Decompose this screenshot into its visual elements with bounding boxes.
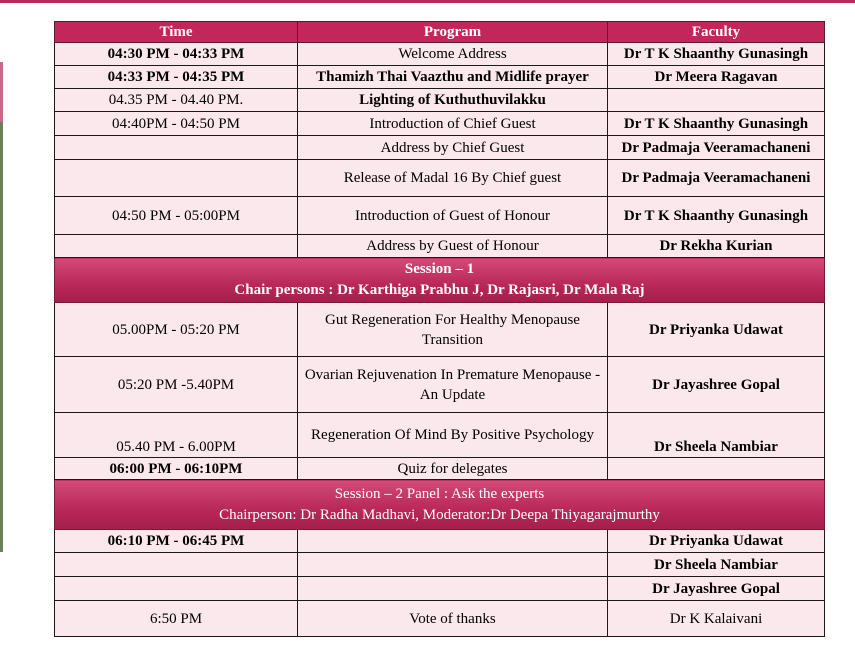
table-row (55, 89, 825, 112)
time-cell: 6:50 PM (55, 601, 298, 637)
time-cell: 04:30 PM - 04:33 PM (55, 43, 298, 66)
time-cell: 05.00PM - 05:20 PM (55, 303, 298, 357)
program-cell: Vote of thanks (298, 601, 608, 637)
session-2-chairs: Chairperson: Dr Radha Madhavi, Moderator:Dr Deepa Thiyagarajmurthy (219, 506, 660, 523)
table-row (55, 577, 825, 601)
program-header: Program (298, 22, 608, 43)
session-2-banner (55, 480, 825, 530)
table-row (55, 160, 825, 197)
table-row (55, 235, 825, 258)
table-row (55, 112, 825, 136)
left-edge-strip (0, 62, 3, 552)
program-cell: Introduction of Chief Guest (298, 112, 608, 136)
time-cell: 04:33 PM - 04:35 PM (55, 66, 298, 89)
time-cell: 06:00 PM - 06:10PM (55, 458, 298, 480)
faculty-cell: Dr T K Shaanthy Gunasingh (608, 112, 825, 136)
program-cell: Lighting of Kuthuthuvilakku (298, 89, 608, 112)
time-cell: 06:10 PM - 06:45 PM (55, 530, 298, 553)
session-2-title: Session – 2 Panel : Ask the experts (334, 485, 545, 502)
faculty-cell: Dr Jayashree Gopal (608, 357, 825, 413)
table-row (55, 136, 825, 160)
program-cell: Quiz for delegates (298, 458, 608, 480)
program-cell: Address by Chief Guest (298, 136, 608, 160)
session-1-chairs: Chair persons : Dr Karthiga Prabhu J, Dr Rajasri, Dr Mala Raj (234, 282, 645, 298)
program-cell: Release of Madal 16 By Chief guest (298, 160, 608, 197)
time-cell: 05:20 PM -5.40PM (55, 357, 298, 413)
faculty-cell: Dr Padmaja Veeramachaneni (608, 160, 825, 197)
session-1-banner (55, 258, 825, 303)
table-row (55, 458, 825, 480)
program-cell: Ovarian Rejuvenation In Premature Menopause - An Update (298, 357, 608, 413)
faculty-cell: Dr Meera Ragavan (608, 66, 825, 89)
table-row (55, 43, 825, 66)
time-cell: 04:40PM - 04:50 PM (55, 112, 298, 136)
time-cell (55, 136, 298, 160)
table-row (55, 357, 825, 413)
program-cell: Welcome Address (298, 43, 608, 66)
table-row (55, 303, 825, 357)
faculty-cell (608, 89, 825, 112)
top-rule (0, 0, 855, 3)
faculty-cell: Dr Rekha Kurian (608, 235, 825, 258)
table-row (55, 553, 825, 577)
faculty-cell: Dr Sheela Nambiar (608, 553, 825, 577)
table-row (55, 66, 825, 89)
time-cell (55, 577, 298, 601)
program-cell (298, 577, 608, 601)
time-cell: 04.35 PM - 04.40 PM. (55, 89, 298, 112)
time-cell (55, 553, 298, 577)
table-row (55, 197, 825, 235)
time-cell: 04:50 PM - 05:00PM (55, 197, 298, 235)
faculty-header: Faculty (608, 22, 825, 43)
faculty-cell: Dr T K Shaanthy Gunasingh (608, 197, 825, 235)
faculty-cell: Dr Priyanka Udawat (608, 303, 825, 357)
faculty-cell: Dr Padmaja Veeramachaneni (608, 136, 825, 160)
program-cell: Thamizh Thai Vaazthu and Midlife prayer (298, 66, 608, 89)
faculty-cell: Dr Priyanka Udawat (608, 530, 825, 553)
session-1-title: Session – 1 (404, 261, 475, 277)
program-cell (298, 530, 608, 553)
faculty-cell: Dr K Kalaivani (608, 601, 825, 637)
time-cell: 05.40 PM - 6.00PM (55, 413, 298, 458)
program-cell (298, 553, 608, 577)
table-row (55, 530, 825, 553)
faculty-cell (608, 458, 825, 480)
time-cell (55, 235, 298, 258)
faculty-cell: Dr T K Shaanthy Gunasingh (608, 43, 825, 66)
faculty-cell: Dr Sheela Nambiar (608, 413, 825, 458)
program-cell: Gut Regeneration For Healthy Menopause Transition (298, 303, 608, 357)
program-cell: Introduction of Guest of Honour (298, 197, 608, 235)
faculty-cell: Dr Jayashree Gopal (608, 577, 825, 601)
program-cell: Address by Guest of Honour (298, 235, 608, 258)
program-cell: Regeneration Of Mind By Positive Psychology (298, 413, 608, 458)
table-row (55, 413, 825, 458)
table-row (55, 601, 825, 637)
time-header: Time (55, 22, 298, 43)
session-1-row (55, 258, 825, 303)
time-cell (55, 160, 298, 197)
header-row (55, 22, 825, 43)
session-2-row (55, 480, 825, 530)
left-edge-accent (0, 62, 3, 122)
schedule-table (54, 21, 825, 637)
